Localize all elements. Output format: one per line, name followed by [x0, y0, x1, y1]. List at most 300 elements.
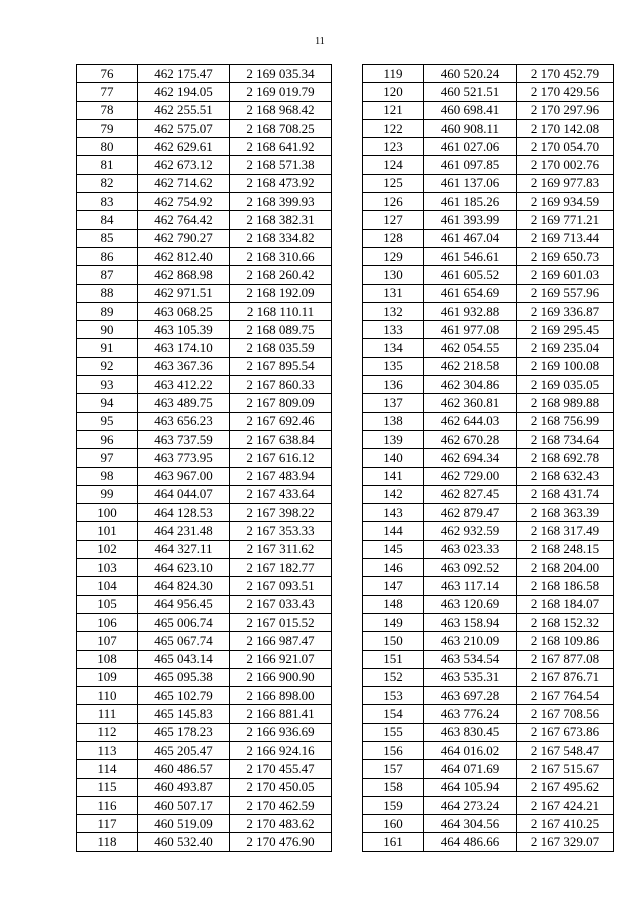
x-coordinate-cell: 464 044.07	[138, 485, 230, 503]
x-coordinate-cell: 461 027.06	[424, 138, 517, 156]
point-number-cell: 115	[77, 778, 138, 796]
table-row	[363, 339, 614, 357]
table-row	[363, 156, 614, 174]
table-row	[77, 540, 332, 558]
point-number-cell: 150	[363, 632, 424, 650]
y-coordinate-cell: 2 169 557.96	[517, 284, 614, 302]
table-row	[363, 119, 614, 137]
y-coordinate-cell: 2 167 311.62	[230, 540, 332, 558]
y-coordinate-cell: 2 168 632.43	[517, 467, 614, 485]
point-number-cell: 144	[363, 522, 424, 540]
point-number-cell: 92	[77, 357, 138, 375]
point-number-cell: 113	[77, 741, 138, 759]
y-coordinate-cell: 2 168 708.25	[230, 119, 332, 137]
point-number-cell: 78	[77, 101, 138, 119]
table-body-left	[77, 65, 332, 852]
x-coordinate-cell: 464 128.53	[138, 504, 230, 522]
table-row	[363, 449, 614, 467]
x-coordinate-cell: 460 908.11	[424, 119, 517, 137]
point-number-cell: 79	[77, 119, 138, 137]
point-number-cell: 148	[363, 595, 424, 613]
x-coordinate-cell: 464 071.69	[424, 760, 517, 778]
table-row	[363, 504, 614, 522]
y-coordinate-cell: 2 168 968.42	[230, 101, 332, 119]
x-coordinate-cell: 460 532.40	[138, 833, 230, 851]
point-number-cell: 131	[363, 284, 424, 302]
y-coordinate-cell: 2 170 462.59	[230, 796, 332, 814]
point-number-cell: 128	[363, 229, 424, 247]
y-coordinate-cell: 2 167 424.21	[517, 796, 614, 814]
point-number-cell: 118	[77, 833, 138, 851]
x-coordinate-cell: 463 068.25	[138, 302, 230, 320]
table-row	[77, 595, 332, 613]
table-row	[363, 467, 614, 485]
table-row	[77, 412, 332, 430]
table-row	[363, 229, 614, 247]
table-row	[77, 705, 332, 723]
y-coordinate-cell: 2 167 410.25	[517, 815, 614, 833]
table-row	[77, 174, 332, 192]
y-coordinate-cell: 2 170 142.08	[517, 119, 614, 137]
x-coordinate-cell: 462 194.05	[138, 83, 230, 101]
y-coordinate-cell: 2 167 483.94	[230, 467, 332, 485]
table-row	[77, 266, 332, 284]
x-coordinate-cell: 461 977.08	[424, 321, 517, 339]
x-coordinate-cell: 463 174.10	[138, 339, 230, 357]
x-coordinate-cell: 462 694.34	[424, 449, 517, 467]
table-row	[77, 339, 332, 357]
table-row	[363, 101, 614, 119]
table-row	[363, 65, 614, 83]
point-number-cell: 81	[77, 156, 138, 174]
point-number-cell: 124	[363, 156, 424, 174]
table-row	[363, 211, 614, 229]
point-number-cell: 129	[363, 247, 424, 265]
point-number-cell: 89	[77, 302, 138, 320]
x-coordinate-cell: 462 764.42	[138, 211, 230, 229]
table-row	[363, 760, 614, 778]
point-number-cell: 98	[77, 467, 138, 485]
x-coordinate-cell: 464 105.94	[424, 778, 517, 796]
y-coordinate-cell: 2 169 977.83	[517, 174, 614, 192]
point-number-cell: 93	[77, 376, 138, 394]
x-coordinate-cell: 465 145.83	[138, 705, 230, 723]
y-coordinate-cell: 2 169 035.05	[517, 376, 614, 394]
table-row	[77, 760, 332, 778]
point-number-cell: 100	[77, 504, 138, 522]
x-coordinate-cell: 462 054.55	[424, 339, 517, 357]
point-number-cell: 121	[363, 101, 424, 119]
point-number-cell: 152	[363, 668, 424, 686]
y-coordinate-cell: 2 168 192.09	[230, 284, 332, 302]
table-row	[77, 449, 332, 467]
x-coordinate-cell: 464 486.66	[424, 833, 517, 851]
y-coordinate-cell: 2 170 483.62	[230, 815, 332, 833]
table-row	[77, 247, 332, 265]
table-row	[363, 613, 614, 631]
y-coordinate-cell: 2 166 921.07	[230, 650, 332, 668]
y-coordinate-cell: 2 166 924.16	[230, 741, 332, 759]
x-coordinate-cell: 465 205.47	[138, 741, 230, 759]
x-coordinate-cell: 463 210.09	[424, 632, 517, 650]
point-number-cell: 97	[77, 449, 138, 467]
x-coordinate-cell: 462 255.51	[138, 101, 230, 119]
y-coordinate-cell: 2 168 035.59	[230, 339, 332, 357]
table-row	[77, 229, 332, 247]
table-row	[363, 430, 614, 448]
point-number-cell: 147	[363, 577, 424, 595]
table-row	[77, 668, 332, 686]
table-row	[363, 247, 614, 265]
x-coordinate-cell: 460 519.09	[138, 815, 230, 833]
x-coordinate-cell: 463 656.23	[138, 412, 230, 430]
x-coordinate-cell: 463 367.36	[138, 357, 230, 375]
x-coordinate-cell: 461 137.06	[424, 174, 517, 192]
y-coordinate-cell: 2 168 473.92	[230, 174, 332, 192]
point-number-cell: 140	[363, 449, 424, 467]
x-coordinate-cell: 463 967.00	[138, 467, 230, 485]
y-coordinate-cell: 2 169 295.45	[517, 321, 614, 339]
coordinates-table-right	[362, 64, 614, 852]
y-coordinate-cell: 2 167 638.84	[230, 430, 332, 448]
point-number-cell: 80	[77, 138, 138, 156]
table-row	[363, 595, 614, 613]
point-number-cell: 85	[77, 229, 138, 247]
x-coordinate-cell: 463 697.28	[424, 687, 517, 705]
y-coordinate-cell: 2 168 152.32	[517, 613, 614, 631]
y-coordinate-cell: 2 169 035.34	[230, 65, 332, 83]
page-number: 11	[315, 36, 325, 47]
x-coordinate-cell: 462 729.00	[424, 467, 517, 485]
table-row	[363, 815, 614, 833]
x-coordinate-cell: 463 158.94	[424, 613, 517, 631]
point-number-cell: 114	[77, 760, 138, 778]
point-number-cell: 143	[363, 504, 424, 522]
table-row	[77, 504, 332, 522]
point-number-cell: 123	[363, 138, 424, 156]
point-number-cell: 133	[363, 321, 424, 339]
x-coordinate-cell: 461 185.26	[424, 193, 517, 211]
point-number-cell: 126	[363, 193, 424, 211]
point-number-cell: 141	[363, 467, 424, 485]
table-row	[363, 723, 614, 741]
point-number-cell: 156	[363, 741, 424, 759]
y-coordinate-cell: 2 167 033.43	[230, 595, 332, 613]
table-row	[77, 815, 332, 833]
point-number-cell: 103	[77, 559, 138, 577]
y-coordinate-cell: 2 167 433.64	[230, 485, 332, 503]
x-coordinate-cell: 461 546.61	[424, 247, 517, 265]
table-row	[363, 741, 614, 759]
x-coordinate-cell: 462 575.07	[138, 119, 230, 137]
y-coordinate-cell: 2 166 898.00	[230, 687, 332, 705]
x-coordinate-cell: 462 673.12	[138, 156, 230, 174]
table-row	[363, 321, 614, 339]
y-coordinate-cell: 2 168 310.66	[230, 247, 332, 265]
y-coordinate-cell: 2 168 317.49	[517, 522, 614, 540]
table-row	[363, 668, 614, 686]
y-coordinate-cell: 2 170 452.79	[517, 65, 614, 83]
x-coordinate-cell: 463 737.59	[138, 430, 230, 448]
y-coordinate-cell: 2 168 363.39	[517, 504, 614, 522]
table-row	[363, 284, 614, 302]
point-number-cell: 125	[363, 174, 424, 192]
point-number-cell: 145	[363, 540, 424, 558]
point-number-cell: 146	[363, 559, 424, 577]
table-row	[363, 540, 614, 558]
y-coordinate-cell: 2 168 734.64	[517, 430, 614, 448]
x-coordinate-cell: 462 971.51	[138, 284, 230, 302]
y-coordinate-cell: 2 167 548.47	[517, 741, 614, 759]
table-row	[363, 522, 614, 540]
point-number-cell: 105	[77, 595, 138, 613]
x-coordinate-cell: 460 521.51	[424, 83, 517, 101]
point-number-cell: 88	[77, 284, 138, 302]
x-coordinate-cell: 462 827.45	[424, 485, 517, 503]
table-row	[363, 357, 614, 375]
point-number-cell: 130	[363, 266, 424, 284]
x-coordinate-cell: 462 360.81	[424, 394, 517, 412]
point-number-cell: 95	[77, 412, 138, 430]
x-coordinate-cell: 462 304.86	[424, 376, 517, 394]
table-row	[77, 65, 332, 83]
y-coordinate-cell: 2 167 895.54	[230, 357, 332, 375]
x-coordinate-cell: 460 486.57	[138, 760, 230, 778]
x-coordinate-cell: 464 327.11	[138, 540, 230, 558]
y-coordinate-cell: 2 166 936.69	[230, 723, 332, 741]
table-row	[363, 632, 614, 650]
x-coordinate-cell: 464 231.48	[138, 522, 230, 540]
table-row	[363, 796, 614, 814]
y-coordinate-cell: 2 169 601.03	[517, 266, 614, 284]
y-coordinate-cell: 2 169 934.59	[517, 193, 614, 211]
point-number-cell: 110	[77, 687, 138, 705]
y-coordinate-cell: 2 167 708.56	[517, 705, 614, 723]
table-row	[77, 430, 332, 448]
y-coordinate-cell: 2 168 571.38	[230, 156, 332, 174]
table-row	[363, 559, 614, 577]
x-coordinate-cell: 463 534.54	[424, 650, 517, 668]
y-coordinate-cell: 2 170 002.76	[517, 156, 614, 174]
point-number-cell: 102	[77, 540, 138, 558]
table-row	[77, 284, 332, 302]
y-coordinate-cell: 2 169 771.21	[517, 211, 614, 229]
x-coordinate-cell: 465 043.14	[138, 650, 230, 668]
table-row	[77, 211, 332, 229]
y-coordinate-cell: 2 168 756.99	[517, 412, 614, 430]
y-coordinate-cell: 2 170 476.90	[230, 833, 332, 851]
table-row	[77, 687, 332, 705]
x-coordinate-cell: 465 095.38	[138, 668, 230, 686]
x-coordinate-cell: 463 535.31	[424, 668, 517, 686]
x-coordinate-cell: 462 670.28	[424, 430, 517, 448]
point-number-cell: 132	[363, 302, 424, 320]
y-coordinate-cell: 2 168 089.75	[230, 321, 332, 339]
point-number-cell: 119	[363, 65, 424, 83]
point-number-cell: 151	[363, 650, 424, 668]
y-coordinate-cell: 2 168 382.31	[230, 211, 332, 229]
y-coordinate-cell: 2 167 616.12	[230, 449, 332, 467]
x-coordinate-cell: 461 654.69	[424, 284, 517, 302]
point-number-cell: 101	[77, 522, 138, 540]
x-coordinate-cell: 465 178.23	[138, 723, 230, 741]
y-coordinate-cell: 2 169 235.04	[517, 339, 614, 357]
table-row	[77, 83, 332, 101]
point-number-cell: 111	[77, 705, 138, 723]
table-row	[77, 522, 332, 540]
point-number-cell: 96	[77, 430, 138, 448]
y-coordinate-cell: 2 168 260.42	[230, 266, 332, 284]
point-number-cell: 134	[363, 339, 424, 357]
x-coordinate-cell: 463 092.52	[424, 559, 517, 577]
point-number-cell: 138	[363, 412, 424, 430]
table-row	[77, 613, 332, 631]
y-coordinate-cell: 2 168 399.93	[230, 193, 332, 211]
point-number-cell: 104	[77, 577, 138, 595]
table-row	[77, 632, 332, 650]
point-number-cell: 137	[363, 394, 424, 412]
point-number-cell: 142	[363, 485, 424, 503]
y-coordinate-cell: 2 168 109.86	[517, 632, 614, 650]
y-coordinate-cell: 2 169 019.79	[230, 83, 332, 101]
y-coordinate-cell: 2 168 334.82	[230, 229, 332, 247]
table-row	[77, 485, 332, 503]
x-coordinate-cell: 462 644.03	[424, 412, 517, 430]
y-coordinate-cell: 2 167 860.33	[230, 376, 332, 394]
y-coordinate-cell: 2 167 692.46	[230, 412, 332, 430]
point-number-cell: 159	[363, 796, 424, 814]
x-coordinate-cell: 461 393.99	[424, 211, 517, 229]
x-coordinate-cell: 464 304.56	[424, 815, 517, 833]
table-row	[77, 302, 332, 320]
table-row	[77, 577, 332, 595]
point-number-cell: 77	[77, 83, 138, 101]
x-coordinate-cell: 463 773.95	[138, 449, 230, 467]
table-row	[363, 266, 614, 284]
point-number-cell: 109	[77, 668, 138, 686]
point-number-cell: 117	[77, 815, 138, 833]
point-number-cell: 136	[363, 376, 424, 394]
y-coordinate-cell: 2 167 495.62	[517, 778, 614, 796]
table-row	[77, 833, 332, 851]
point-number-cell: 154	[363, 705, 424, 723]
table-row	[77, 321, 332, 339]
table-row	[363, 650, 614, 668]
table-row	[77, 156, 332, 174]
y-coordinate-cell: 2 167 329.07	[517, 833, 614, 851]
x-coordinate-cell: 462 714.62	[138, 174, 230, 192]
point-number-cell: 135	[363, 357, 424, 375]
x-coordinate-cell: 461 467.04	[424, 229, 517, 247]
table-row	[77, 138, 332, 156]
y-coordinate-cell: 2 166 900.90	[230, 668, 332, 686]
y-coordinate-cell: 2 169 100.08	[517, 357, 614, 375]
point-number-cell: 94	[77, 394, 138, 412]
point-number-cell: 83	[77, 193, 138, 211]
table-row	[363, 778, 614, 796]
x-coordinate-cell: 461 932.88	[424, 302, 517, 320]
table-row	[363, 833, 614, 851]
x-coordinate-cell: 462 218.58	[424, 357, 517, 375]
point-number-cell: 107	[77, 632, 138, 650]
x-coordinate-cell: 460 507.17	[138, 796, 230, 814]
y-coordinate-cell: 2 167 093.51	[230, 577, 332, 595]
x-coordinate-cell: 463 776.24	[424, 705, 517, 723]
x-coordinate-cell: 464 016.02	[424, 741, 517, 759]
x-coordinate-cell: 463 117.14	[424, 577, 517, 595]
x-coordinate-cell: 463 489.75	[138, 394, 230, 412]
point-number-cell: 106	[77, 613, 138, 631]
x-coordinate-cell: 464 956.45	[138, 595, 230, 613]
point-number-cell: 76	[77, 65, 138, 83]
point-number-cell: 157	[363, 760, 424, 778]
table-row	[77, 559, 332, 577]
point-number-cell: 149	[363, 613, 424, 631]
y-coordinate-cell: 2 168 692.78	[517, 449, 614, 467]
x-coordinate-cell: 465 006.74	[138, 613, 230, 631]
x-coordinate-cell: 460 520.24	[424, 65, 517, 83]
point-number-cell: 99	[77, 485, 138, 503]
x-coordinate-cell: 464 824.30	[138, 577, 230, 595]
x-coordinate-cell: 460 698.41	[424, 101, 517, 119]
point-number-cell: 86	[77, 247, 138, 265]
table-row	[363, 412, 614, 430]
x-coordinate-cell: 461 605.52	[424, 266, 517, 284]
x-coordinate-cell: 462 868.98	[138, 266, 230, 284]
point-number-cell: 112	[77, 723, 138, 741]
point-number-cell: 108	[77, 650, 138, 668]
y-coordinate-cell: 2 169 336.87	[517, 302, 614, 320]
y-coordinate-cell: 2 167 673.86	[517, 723, 614, 741]
y-coordinate-cell: 2 167 182.77	[230, 559, 332, 577]
table-row	[363, 302, 614, 320]
y-coordinate-cell: 2 170 054.70	[517, 138, 614, 156]
table-body-right	[363, 65, 614, 852]
y-coordinate-cell: 2 167 876.71	[517, 668, 614, 686]
point-number-cell: 127	[363, 211, 424, 229]
x-coordinate-cell: 463 120.69	[424, 595, 517, 613]
table-row	[363, 83, 614, 101]
point-number-cell: 139	[363, 430, 424, 448]
x-coordinate-cell: 462 629.61	[138, 138, 230, 156]
point-number-cell: 87	[77, 266, 138, 284]
table-row	[77, 650, 332, 668]
x-coordinate-cell: 462 932.59	[424, 522, 517, 540]
y-coordinate-cell: 2 169 713.44	[517, 229, 614, 247]
table-row	[77, 467, 332, 485]
table-row	[77, 101, 332, 119]
table-row	[363, 174, 614, 192]
table-row	[77, 394, 332, 412]
point-number-cell: 91	[77, 339, 138, 357]
table-row	[77, 778, 332, 796]
table-row	[363, 687, 614, 705]
y-coordinate-cell: 2 170 450.05	[230, 778, 332, 796]
y-coordinate-cell: 2 167 353.33	[230, 522, 332, 540]
table-row	[363, 138, 614, 156]
x-coordinate-cell: 463 830.45	[424, 723, 517, 741]
x-coordinate-cell: 462 790.27	[138, 229, 230, 247]
point-number-cell: 84	[77, 211, 138, 229]
y-coordinate-cell: 2 168 989.88	[517, 394, 614, 412]
coordinates-table-left	[76, 64, 332, 852]
point-number-cell: 82	[77, 174, 138, 192]
x-coordinate-cell: 462 879.47	[424, 504, 517, 522]
point-number-cell: 153	[363, 687, 424, 705]
x-coordinate-cell: 460 493.87	[138, 778, 230, 796]
y-coordinate-cell: 2 167 764.54	[517, 687, 614, 705]
x-coordinate-cell: 463 105.39	[138, 321, 230, 339]
